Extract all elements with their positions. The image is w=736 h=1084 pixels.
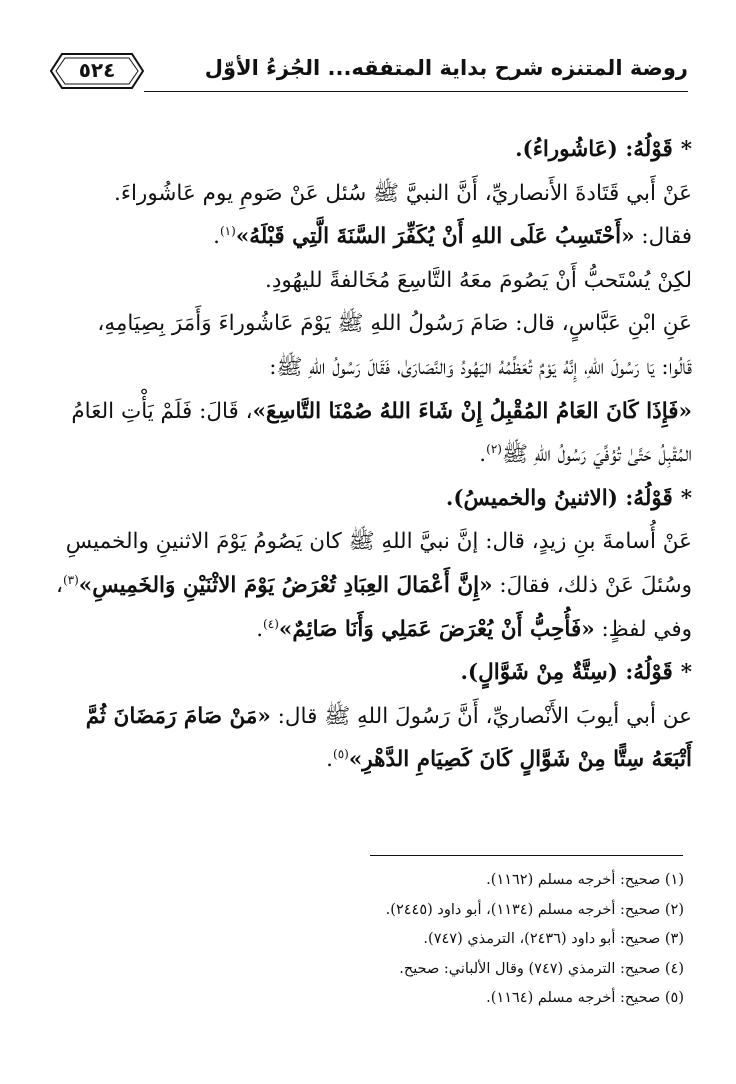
line-text: عن أبي أيوبَ الأَنْصاريِّ، أَنَّ رَسُولَ اللهِ ﷺ قال:: [270, 703, 692, 729]
line-text: .: [256, 616, 264, 642]
line-text: .: [326, 747, 333, 773]
header-title: روضة المتنزه شرح بداية المتفقه... الجُزءُ الأوّل: [204, 56, 688, 80]
footnote-item: (٥) صحيح: أخرجه مسلم (١١٦٤).: [486, 990, 684, 1007]
running-header: [48, 50, 688, 100]
text-line: [60, 433, 692, 477]
text-line: [60, 695, 692, 739]
text-line: [60, 302, 692, 346]
star-marker: *: [680, 485, 692, 511]
hadith-quote: أَتْبَعَهُ سِتًّا مِنْ شَوَّالٍ كَانَ كَصِيَامِ الدَّهْرِ»: [348, 747, 692, 773]
heading-text: قَوْلُهُ: (سِتَّةٌ مِنْ شَوَّالٍ).: [460, 660, 673, 686]
text-line: [60, 520, 692, 564]
line-text: قَالُوا: يَا رَسُولَ اللهِ، إِنَّهُ يَوْمٌ تُعَظِّمُهُ اليَهُودُ وَالنَّصَارَىٰ، فَقَالَ رَسُولُ اللهِ ﷺ:: [269, 354, 692, 380]
footnotes: [60, 866, 684, 1014]
line-text: وفي لفظٍ:: [594, 616, 692, 642]
page-number: ٥٢٤: [78, 58, 116, 82]
line-text: لكِنْ يُسْتَحبُّ أَنْ يَصُومَ معَهُ التَّاسِعَ مُخَالفةً لليهُودِ.: [265, 267, 692, 293]
text-line: [60, 738, 692, 782]
section-heading: [60, 477, 692, 521]
text-line: [60, 390, 692, 434]
line-text: وسُئلَ عَنْ ذلك، فقالَ:: [492, 572, 692, 598]
text-line: [60, 172, 692, 216]
line-text: عَنْ أَبي قَتَادةَ الأَنصاريِّ، أَنَّ النبيَّ ﷺ سُئل عَنْ صَومِ يوم عَاشُوراءَ.: [114, 180, 692, 206]
footnote-ref: (٤): [263, 616, 279, 631]
line-text: عَنْ أُسامةَ بنِ زيدٍ، قال: إنَّ نبيَّ اللهِ ﷺ كان يَصُومُ يَوْمَ الاثنينِ والخميسِ: [65, 529, 692, 555]
footnote-ref: (٣): [62, 572, 79, 587]
line-text: فقال:: [634, 224, 692, 250]
footnote-separator: [370, 855, 683, 856]
footnote-ref: (١): [219, 224, 236, 239]
text-line: [56, 564, 692, 608]
header-rule: [144, 91, 688, 92]
main-text: [56, 128, 692, 782]
star-marker: *: [680, 660, 692, 686]
line-text: عَنِ ابْنِ عَبَّاسٍ، قال: صَامَ رَسُولُ اللهِ ﷺ يَوْمَ عَاشُوراءَ وَأَمَرَ بِصِيَامِهِ،: [97, 311, 692, 337]
text-line: [60, 346, 692, 390]
heading-text: قَوْلُهُ: (الاثنينُ والخميسُ).: [445, 485, 673, 511]
section-heading: [60, 128, 692, 172]
footnote-item: (٣) صحيح: أبو داود (٢٤٣٦)، الترمذي (٧٤٧).: [423, 931, 684, 948]
star-marker: *: [680, 137, 692, 162]
line-text: ، قَالَ: فَلَمْ يَأْتِ العَامُ: [71, 398, 253, 424]
footnote-ref: (٢): [486, 442, 502, 457]
hadith-quote: «فَإِذَا كَانَ العَامُ المُقْبِلُ إِنْ شَاءَ اللهُ صُمْنَا التَّاسِعَ»: [252, 398, 692, 424]
text-line: [60, 259, 692, 303]
heading-text: قَوْلُهُ: (عَاشُوراءُ).: [515, 137, 673, 162]
hadith-quote: «فَأُحِبُّ أَنْ يُعْرَضَ عَمَلِي وَأَنَا صَائِمٌ»: [278, 616, 595, 642]
footnote-item: (١) صحيح: أخرجه مسلم (١١٦٢).: [486, 872, 684, 888]
footnote-item: (٤) صحيح: الترمذي (٧٤٧) وقال الألباني: صحيح.: [399, 960, 684, 977]
footnote-item: (٢) صحيح: أخرجه مسلم (١١٣٤)، أبو داود (٢٤٤٥).: [385, 901, 684, 918]
line-text: ،: [56, 572, 63, 598]
hadith-quote: «أَحْتَسِبُ عَلَى اللهِ أَنْ يُكَفِّرَ السَّنَةَ الَّتِي قَبْلَهُ»: [235, 224, 635, 250]
hadith-quote: «إِنَّ أَعْمَالَ العِبَادِ تُعْرَضُ يَوْمَ الاثْنَيْنِ وَالخَمِيسِ»: [78, 572, 493, 598]
page-number-badge: [48, 50, 146, 92]
line-text: .: [479, 442, 487, 468]
section-heading: [60, 651, 692, 695]
text-line: [60, 215, 692, 259]
line-text: المُقْبِلُ حَتَّىٰ تُوُفِّيَ رَسُولُ اللهِ ﷺ: [501, 442, 692, 468]
hadith-quote: «مَنْ صَامَ رَمَضَانَ ثُمَّ: [85, 703, 271, 729]
line-text: .: [213, 224, 220, 250]
footnote-ref: (٥): [333, 747, 349, 762]
text-line: [60, 608, 692, 652]
